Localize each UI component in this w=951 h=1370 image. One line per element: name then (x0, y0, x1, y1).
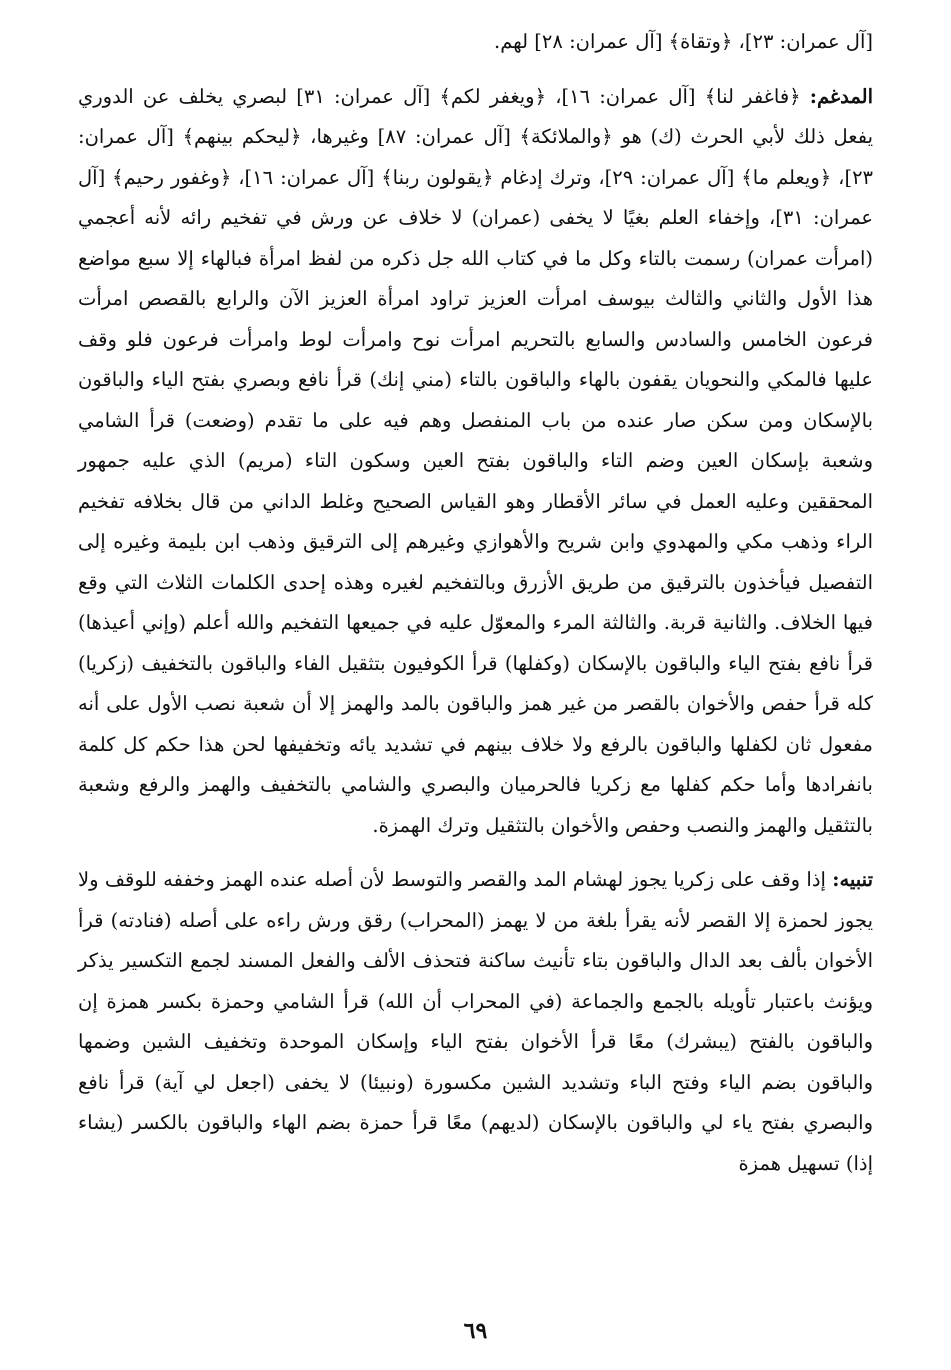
paragraph-lead: تنبيه: (832, 868, 873, 891)
page-number: ٦٩ (463, 1318, 488, 1344)
paragraph-tanbih (78, 860, 873, 1184)
paragraph-continuation (78, 22, 873, 63)
paragraph-text: ﴿فاغفر لنا﴾ [آل عمران: ١٦]، ﴿ويغفر لكم﴾ [آل عمران: ٣١] لبصري يخلف عن الدوري يفعل ذلك لأبي الحرث (ك) هو ﴿والملائكة﴾ [آل عمران: ٨٧] وغيرها، ﴿ليحكم بينهم﴾ [آل عمران: ٢٣]، ﴿ويعلم ما﴾ [آل عمران: ٢٩]، وترك إدغام ﴿يقولون ربنا﴾ [آل عمران: ١٦]، ﴿وغفور رحيم﴾ [آل عمران: ٣١]، وإخفاء العلم بغيًا لا يخفى (عمران) لا خلاف عن ورش في تفخيم رائه لأنه أعجمي (امرأت عمران) رسمت بالتاء وكل ما في كتاب الله جل ذكره من لفظ امرأة فبالهاء إلا سبع مواضع هذا الأول والثاني والثالث بيوسف امرأت العزيز تراود امرأة العزيز الآن والرابع بالقصص امرأت فرعون الخامس والسادس والسابع بالتحريم امرأت نوح وامرأت لوط وامرأت فرعون فلو وقف عليها فالمكي والنحويان يقفون بالهاء والباقون بالتاء (مني إنك) قرأ نافع وبصري بفتح الياء والباقون بالإسكان ومن سكن صار عنده من باب المنفصل وهم فيه على ما تقدم (وضعت) قرأ الشامي وشعبة بإسكان العين وضم التاء والباقون بفتح العين وسكون التاء (مريم) الذي عليه جمهور المحققين وعليه العمل في سائر الأقطار وهو القياس الصحيح وغلط الداني من قال بخلافه تفخيم الراء وذهب مكي والمهدوي وابن شريح والأهوازي وغيرهم إلى الترقيق وذهب ابن بليمة وغيره إلى التفصيل فيأخذون بالترقيق من طريق الأزرق وبالتفخيم لغيره وهذه إحدى الكلمات الثلاث التي وقع فيها الخلاف. والثانية قربة. والثالثة المرء والمعوّل عليه في جميعها التفخيم والله أعلم (وإني أعيذها) قرأ نافع بفتح الياء والباقون بالإسكان (وكفلها) قرأ الكوفيون بتثقيل الفاء والباقون بالتخفيف (زكريا) كله قرأ حفص والأخوان بالقصر من غير همز والباقون بالمد والهمز إلا أن شعبة نصب الأول على أنه مفعول ثان لكفلها والباقون بالرفع ولا خلاف بينهم في تشديد يائه وتخفيفها لحن هذا حكم كل كلمة بانفرادها وأما حكم كفلها مع زكريا فالحرميان والبصري والشامي بالتخفيف والهمز والرفع وشعبة بالتثقيل والهمز والنصب وحفص والأخوان بالتثقيل وترك الهمزة. (78, 84, 874, 837)
paragraph-text: [آل عمران: ٢٣]، ﴿وتقاة﴾ [آل عمران: ٢٨] لهم. (494, 30, 873, 53)
paragraph-lead: المدغم: (809, 84, 873, 108)
paragraph-mudgham (78, 77, 873, 847)
paragraph-text: إذا وقف على زكريا يجوز لهشام المد والقصر والتوسط لأن أصله عنده الهمز وخففه للوقف ولا يجوز لحمزة إلا القصر لأنه يقرأ بلغة من لا يهمز (المحراب) رقق ورش راءه على أصله (فنادته) قرأ الأخوان بألف بعد الدال والباقون بتاء تأنيث ساكنة فتحذف الألف والفعل المسند لجمع التكسير يذكر ويؤنث باعتبار تأويله بالجمع والجماعة (في المحراب أن الله) قرأ الشامي وحمزة بكسر همزة إن والباقون بالفتح (يبشرك) معًا قرأ الأخوان بفتح الياء وإسكان الموحدة وتخفيف الشين وضمها والباقون بضم الياء وفتح الباء وتشديد الشين مكسورة (ونبيئا) لا يخفى (اجعل لي آية) قرأ نافع والبصري بفتح ياء لي والباقون بالإسكان (لديهم) معًا قرأ حمزة بضم الهاء والباقون بالكسر (يشاء إذا) تسهيل همزة (78, 868, 873, 1175)
page-body (78, 22, 873, 1184)
